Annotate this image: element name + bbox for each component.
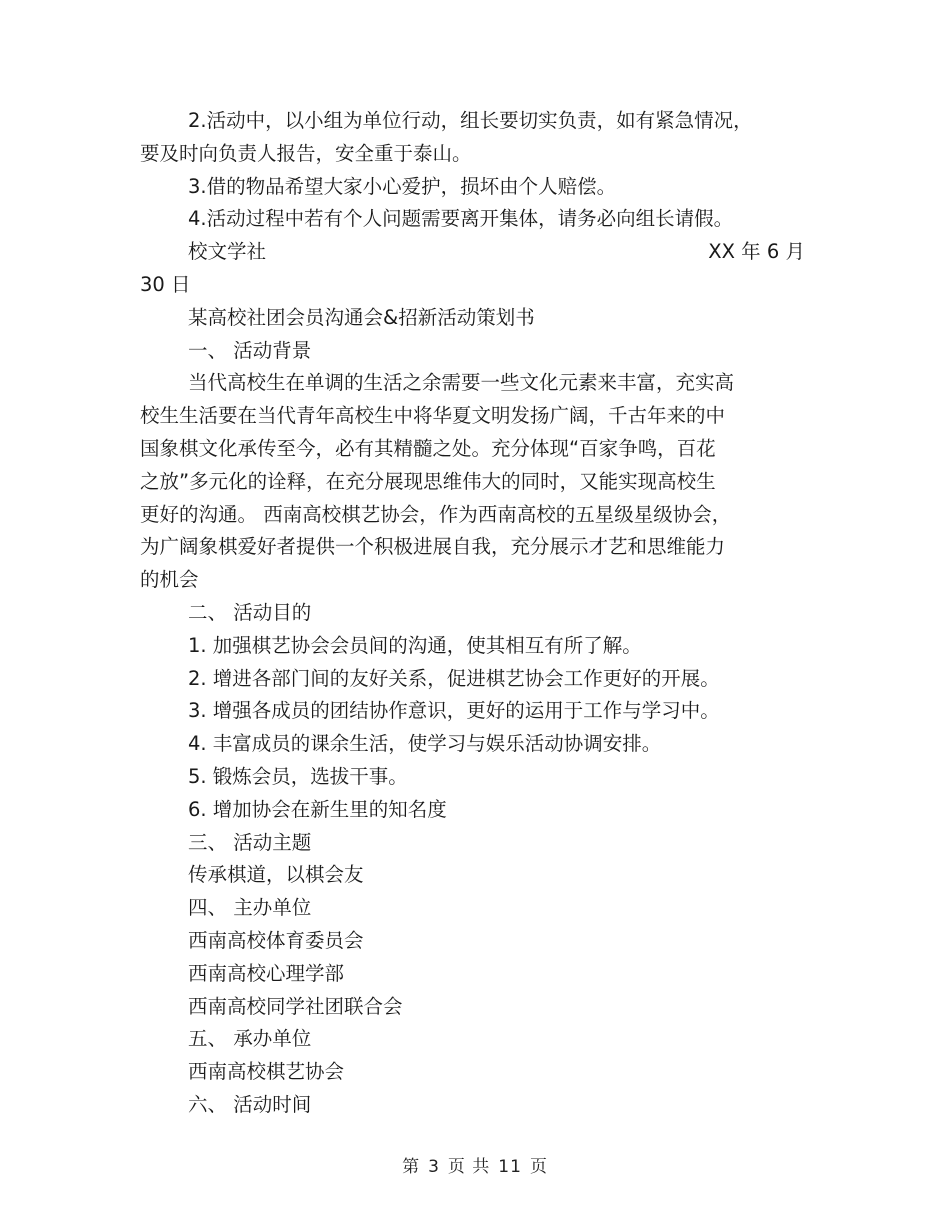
paragraph-line: 之放”多元化的诠释，在充分展现思维伟大的同时，又能实现高校生 (140, 469, 716, 493)
list-item: 5. 锻炼会员，选拔干事。 (188, 764, 408, 788)
paragraph-line: 西南高校同学社团联合会 (188, 994, 403, 1018)
section-heading: 三、 活动主题 (188, 830, 312, 854)
paragraph-line: 2.活动中，以小组为单位行动，组长要切实负责，如有紧急情况， (188, 109, 753, 132)
paragraph-line: 西南高校心理学部 (188, 961, 345, 985)
section-heading: 二、 活动目的 (188, 600, 312, 624)
signature-row (140, 236, 805, 269)
section-heading: 一、 活动背景 (188, 338, 312, 362)
signature-organization: 校文学社 (188, 240, 267, 264)
paragraph-line: 要及时向负责人报告，安全重于泰山。 (140, 141, 472, 165)
paragraph-line: 的机会 (140, 568, 199, 592)
section-heading: 五、 承办单位 (188, 1027, 312, 1051)
document-title: 某高校社团会员沟通会&招新活动策划书 (188, 305, 535, 329)
page-footer (0, 1152, 950, 1177)
footer-page-number: 3 (428, 1157, 440, 1177)
paragraph-line: 3.借的物品希望大家小心爱护，损坏由个人赔偿。 (188, 174, 617, 198)
paragraph-line: 国象棋文化承传至今，必有其精髓之处。充分体现“百家争鸣，百花 (140, 436, 716, 460)
list-item: 1. 加强棋艺协会会员间的沟通，使其相互有所了解。 (188, 633, 642, 657)
paragraph-line: 校生生活要在当代青年高校生中将华夏文明发扬广阔，千古年来的中 (140, 404, 726, 428)
footer-mid: 页 共 (447, 1157, 491, 1177)
paragraph-line: 更好的沟通。 西南高校棋艺协会，作为西南高校的五星级星级协会， (140, 502, 732, 526)
paragraph-line: 4.活动过程中若有个人问题需要离开集体，请务必向组长请假。 (188, 207, 734, 231)
document-body (140, 105, 805, 1122)
list-item: 4. 丰富成员的课余生活，使学习与娱乐活动协调安排。 (188, 732, 662, 756)
paragraph-line: 为广阔象棋爱好者提供一个积极进展自我，充分展示才艺和思维能力 (140, 535, 726, 559)
list-item: 6. 增加协会在新生里的知名度 (188, 797, 447, 821)
paragraph-line: 当代高校生在单调的生活之余需要一些文化元素来丰富，充实高 (188, 371, 735, 395)
footer-suffix: 页 (529, 1157, 548, 1177)
paragraph-line: 传承棋道，以棋会友 (188, 863, 364, 887)
section-heading: 四、 主办单位 (188, 896, 312, 920)
section-heading: 六、 活动时间 (188, 1092, 312, 1116)
list-item: 2. 增进各部门间的友好关系，促进棋艺协会工作更好的开展。 (188, 666, 720, 690)
paragraph-line: 西南高校棋艺协会 (188, 1060, 345, 1084)
signature-date-tail: 30 日 (140, 272, 191, 296)
signature-date: XX 年 6 月 (708, 240, 805, 264)
footer-total-pages: 11 (498, 1157, 522, 1177)
paragraph-line: 西南高校体育委员会 (188, 928, 364, 952)
footer-prefix: 第 (402, 1157, 421, 1177)
list-item: 3. 增强各成员的团结协作意识，更好的运用于工作与学习中。 (188, 699, 720, 723)
